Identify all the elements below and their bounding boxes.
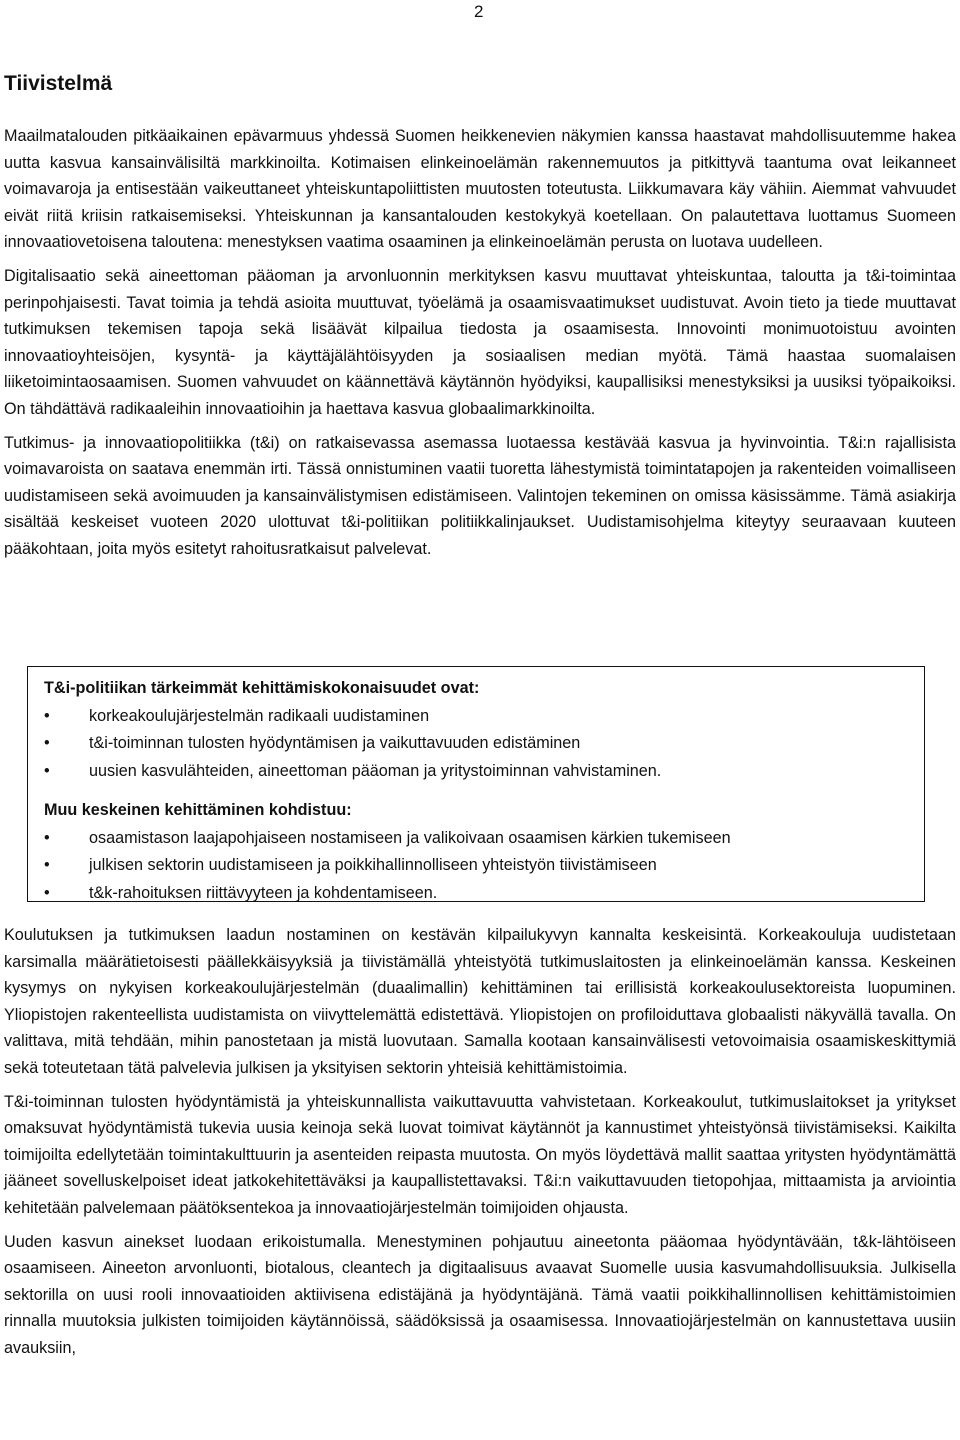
list-item-text: t&i-toiminnan tulosten hyödyntämisen ja vaikuttavuuden edistäminen (89, 734, 581, 752)
bullet-icon: • (44, 828, 50, 847)
paragraph: Digitalisaatio sekä aineettoman pääoman ja arvonluonnin merkityksen kasvu muuttavat yhteiskuntaa, taloutta ja t&i-toimintaa perinpohjaisesti. Tavat toimia ja tehdä asioita muuttuvat, työelämä ja osaamisvaatimukset uudistuvat. Avoin tieto ja tiede muuttavat tutkimuksen tekemisen tapoja sekä lisäävät kilpailua tiedosta ja osaamisesta. Innovointi monimuotoistuu avointen innovaatioyhteisöjen, kysyntä- ja käyttäjälähtöisyyden ja sosiaalisen median myötä. Tämä haastaa suomalaisen liiketoimintaosaamisen. Suomen vahvuudet on käännettävä käytännön hyödyiksi, kaupallisiksi menestyksiksi ja uusiksi työpaikoiksi. On tähdättävä radikaaleihin innovaatioihin ja haettava kasvua globaalimarkkinoilta. (4, 266, 956, 418)
outro-text (4, 922, 956, 1369)
section-title: Tiivistelmä (4, 72, 113, 95)
list-item (44, 825, 910, 853)
bullet-icon: • (44, 734, 50, 752)
page-number: 2 (474, 2, 484, 21)
bullet-icon: • (44, 706, 50, 725)
box-heading-other: Muu keskeinen kehittäminen kohdistuu: (44, 801, 352, 819)
key-points-box (27, 666, 925, 902)
bullet-icon: • (44, 761, 50, 780)
bullet-icon: • (44, 883, 50, 902)
paragraph: Tutkimus- ja innovaatiopolitiikka (t&i) on ratkaisevassa asemassa luotaessa kestävää kasvua ja hyvinvointia. T&i:n rajallisista voimavaroista on saatava enemmän irti. Tässä onnistuminen vaatii tuoretta lähestymistä toimintatapojen ja rakenteiden voimalliseen uudistamiseen sekä avoimuuden ja kansainvälistymisen edistämiseen. Valintojen tekeminen on omissa käsissämme. Tämä asiakirja sisältää keskeiset vuoteen 2020 ulottuvat t&i-politiikan politiikkalinjaukset. Uudistamisohjelma kiteytyy seuraavaan kuuteen pääkohtaan, joita myös esitetyt rahoitusratkaisut palvelevat. (4, 433, 956, 558)
paragraph: Uuden kasvun ainekset luodaan erikoistumalla. Menestyminen pohjautuu aineetonta pääomaa hyödyntävään, t&k-lähtöiseen osaamiseen. Aineeton arvonluonti, biotalous, cleantech ja digitaalisuus avaavat Suomelle uusia kasvumahdollisuuksia. Julkisella sektorilla on uusi rooli innovaatioiden aktiivisena edistäjänä ja hyödyntäjänä. Tämä vaatii poikkihallinnollisen kehittämistoimien rinnalla muutoksia julkisten toimijoiden käytännöissä, säädöksissä ja osaamisessa. Innovaatiojärjestelmän on kannustettava uusiin avauksiin, (4, 1232, 956, 1357)
list-item (44, 730, 910, 758)
list-item-text: osaamistason laajapohjaiseen nostamiseen ja valikoivaan osaamisen kärkien tukemiseen (89, 828, 731, 847)
list-item-text: julkisen sektorin uudistamiseen ja poikkihallinnolliseen yhteistyön tiivistämiseen (89, 856, 657, 874)
main-points-list (44, 703, 910, 786)
list-item-text: uusien kasvulähteiden, aineettoman pääoman ja yritystoiminnan vahvistaminen. (89, 761, 662, 780)
list-item-text: t&k-rahoituksen riittävyyteen ja kohdentamiseen. (89, 883, 438, 902)
paragraph: Koulutuksen ja tutkimuksen laadun nostaminen on kestävän kilpailukyvyn kannalta keskeisintä. Korkeakouluja uudistetaan karsimalla määrätietoisesti päällekkäisyyksiä ja tiivistämällä yhteistyötä tutkimuslaitosten ja elinkeinoelämän kanssa. Keskeinen kysymys on nykyisen korkeakoulujärjestelmän (duaalimallin) kehittäminen tai erillisistä korkeakoulusektoreista luopuminen. Yliopistojen rakenteellista uudistamista on viivyttelemättä edistettävä. Yliopistojen on profiloiduttava globaalisti näkyvällä tavalla. On valittava, mitä tehdään, mihin panostetaan ja mistä luovutaan. Samalla kootaan kansainvälisesti vetovoimaisia osaamiskeskittymiä sekä toteutetaan tätä palvelevia julkisen ja yksityisen sektorin yhteisiä kehittämistoimia. (4, 926, 956, 1077)
list-item (44, 758, 910, 786)
list-item (44, 703, 910, 731)
paragraph: T&i-toiminnan tulosten hyödyntämistä ja yhteiskunnallista vaikuttavuutta vahvistetaan. Korkeakoulut, tutkimuslaitokset ja yritykset omaksuvat hyödyntämistä tukevia uusia keinoja sekä luovat toimivat käytännöt ja kannustimet yhteistyönsä tiivistämiseksi. Kaikilta toimijoilta edellytetään toimintakulttuurin ja asenteiden reipasta muutosta. On myös löydettävä mallit saattaa yritysten hyödyntämättä jääneet sovelluskelpoiset ideat jatkokehitettäväksi ja kaupallistettavaksi. T&i:n vaikuttavuuden tietopohjaa, mittaamista ja arviointia kehitetään palvelemaan päätöksentekoa ja innovaatiojärjestelmän toimijoiden ohjausta. (4, 1092, 956, 1217)
list-item (44, 852, 910, 880)
bullet-icon: • (44, 856, 50, 874)
paragraph: Maailmatalouden pitkäaikainen epävarmuus yhdessä Suomen heikkenevien näkymien kanssa haastavat mahdollisuutemme hakea uutta kasvua kansainvälisiltä markkinoilta. Kotimaisen elinkeinoelämän rakennemuutos ja pitkittyvä taantuma ovat leikanneet voimavaroja ja entisestään vaikeuttaneet yhteiskuntapoliittisten muutosten toteutusta. Liikkumavara käy vähiin. Aiemmat vahvuudet eivät riitä kriisin ratkaisemiseksi. Yhteiskunnan ja kansantalouden kestokykyä koetellaan. On palautettava luottamus Suomeen innovaatiovetoisena taloutena: menestyksen vaatima osaaminen ja elinkeinoelämän perusta on luotava uudelleen. (4, 127, 956, 252)
list-item-text: korkeakoulujärjestelmän radikaali uudistaminen (89, 706, 430, 725)
list-item (44, 880, 910, 908)
other-points-list (44, 825, 910, 908)
box-heading-main: T&i-politiikan tärkeimmät kehittämiskokonaisuudet ovat: (44, 679, 480, 697)
intro-text (4, 123, 956, 570)
